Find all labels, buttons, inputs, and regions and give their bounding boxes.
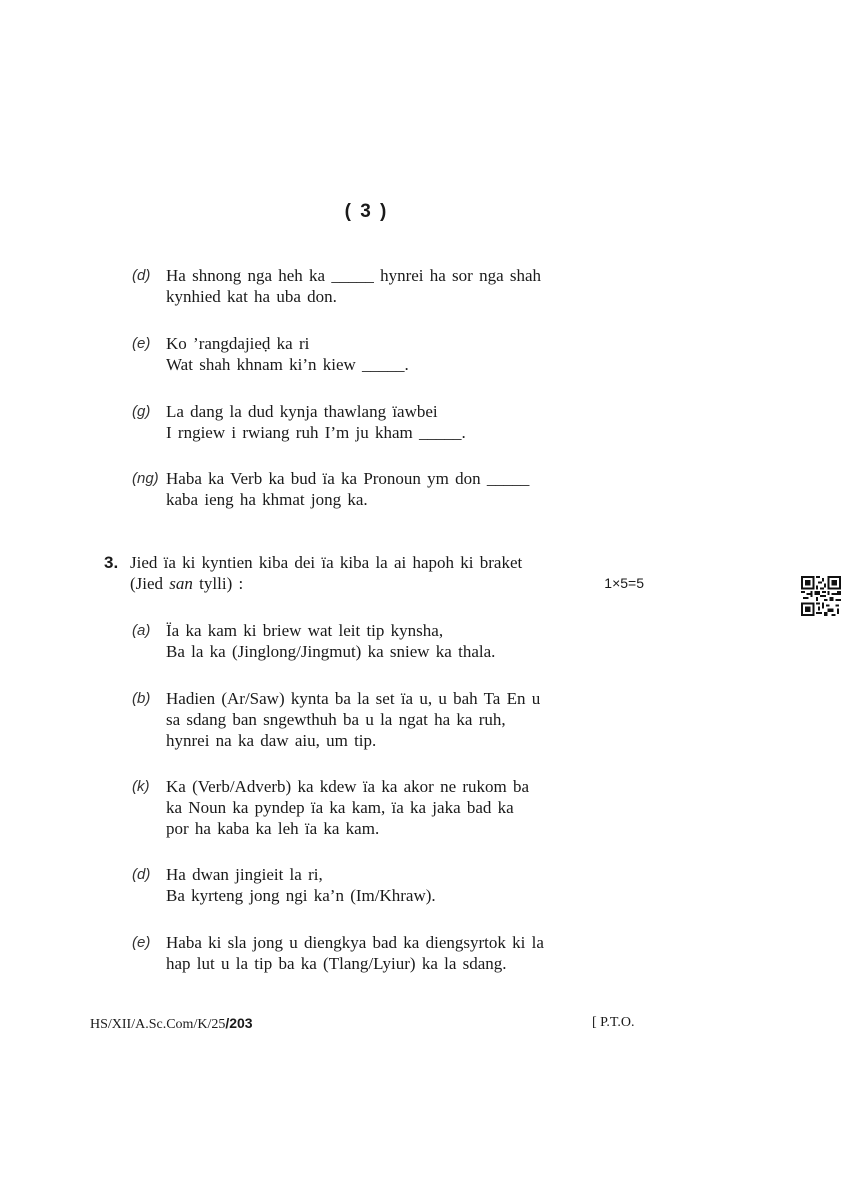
item-line: Ko ’rangdajieḍ ka ri <box>166 334 310 353</box>
page-number: ( 3 ) <box>344 201 389 222</box>
item-label: (g) <box>132 403 151 420</box>
item-label: (a) <box>132 622 151 639</box>
item-3k <box>132 776 604 839</box>
item-line: hynrei na ka daw aiu, um tip. <box>166 731 377 750</box>
paper-code <box>90 1015 253 1033</box>
question-line-2 <box>130 573 644 594</box>
item-label: (e) <box>132 934 151 951</box>
item-2ng <box>132 468 604 510</box>
question-number: 3. <box>104 553 119 572</box>
question-line-2-post: tylli) : <box>192 574 244 593</box>
paper-code-prefix: HS/XII/A.Sc.Com/K/25 <box>90 1017 226 1032</box>
item-line: kaba ieng ha khmat jong ka. <box>166 490 368 509</box>
item-line: Ha dwan jingieit la ri, <box>166 865 323 884</box>
item-line: Ka (Verb/Adverb) ka kdew ïa ka akor ne rukom ba <box>166 777 530 796</box>
question-line-2-pre: (Jied <box>130 574 170 593</box>
item-label: (d) <box>132 267 151 284</box>
item-line: sa sdang ban sngewthuh ba u la ngat ha ka ruh, <box>166 710 506 729</box>
question-line-1: Jied ïa ki kyntien kiba dei ïa kiba la ai hapoh ki braket <box>130 553 523 572</box>
item-line: ka Noun ka pyndep ïa ka kam, ïa ka jaka bad ka <box>166 798 514 817</box>
item-line: La dang la dud kynja thawlang ïawbei <box>166 402 438 421</box>
item-2e <box>132 333 604 375</box>
item-line: I rngiew i rwiang ruh I’m ju kham _____. <box>166 423 466 442</box>
item-label: (ng) <box>132 470 159 487</box>
item-line: Ha shnong nga heh ka _____ hynrei ha sor nga shah <box>166 266 542 285</box>
item-line: por ha kaba ka leh ïa ka kam. <box>166 819 380 838</box>
item-line: kynhied kat ha uba don. <box>166 287 337 306</box>
item-label: (k) <box>132 778 150 795</box>
item-line: Haba ka Verb ka bud ïa ka Pronoun ym don _____ <box>166 469 530 488</box>
item-2d <box>132 265 604 307</box>
item-3e <box>132 932 604 974</box>
marks: 1×5=5 <box>604 575 644 591</box>
item-3b <box>132 688 604 751</box>
item-label: (b) <box>132 690 151 707</box>
paper-code-suffix: /203 <box>225 1015 253 1031</box>
pto-note: [ P.T.O. <box>592 1015 635 1030</box>
item-2g <box>132 401 604 443</box>
item-line: hap lut u la tip ba ka (Tlang/Lyiur) ka la sdang. <box>166 954 507 973</box>
item-line: Haba ki sla jong u diengkya bad ka diengsyrtok ki la <box>166 933 544 952</box>
item-line: Ba la ka (Jinglong/Jingmut) ka sniew ka thala. <box>166 642 496 661</box>
item-line: Wat shah khnam ki’n kiew _____. <box>166 355 409 374</box>
qr-code-icon <box>801 576 841 616</box>
question-3 <box>104 552 644 594</box>
item-label: (d) <box>132 866 151 883</box>
item-3a <box>132 620 604 662</box>
item-label: (e) <box>132 335 151 352</box>
item-line: Ïa ka kam ki briew wat leit tip kynsha, <box>166 621 444 640</box>
item-line: Ba kyrteng jong ngi ka’n (Im/Khraw). <box>166 886 436 905</box>
item-3d <box>132 864 604 906</box>
item-line: Hadien (Ar/Saw) kynta ba la set ïa u, u bah Ta En u <box>166 689 541 708</box>
question-line-2-emphasis: san <box>169 574 193 593</box>
